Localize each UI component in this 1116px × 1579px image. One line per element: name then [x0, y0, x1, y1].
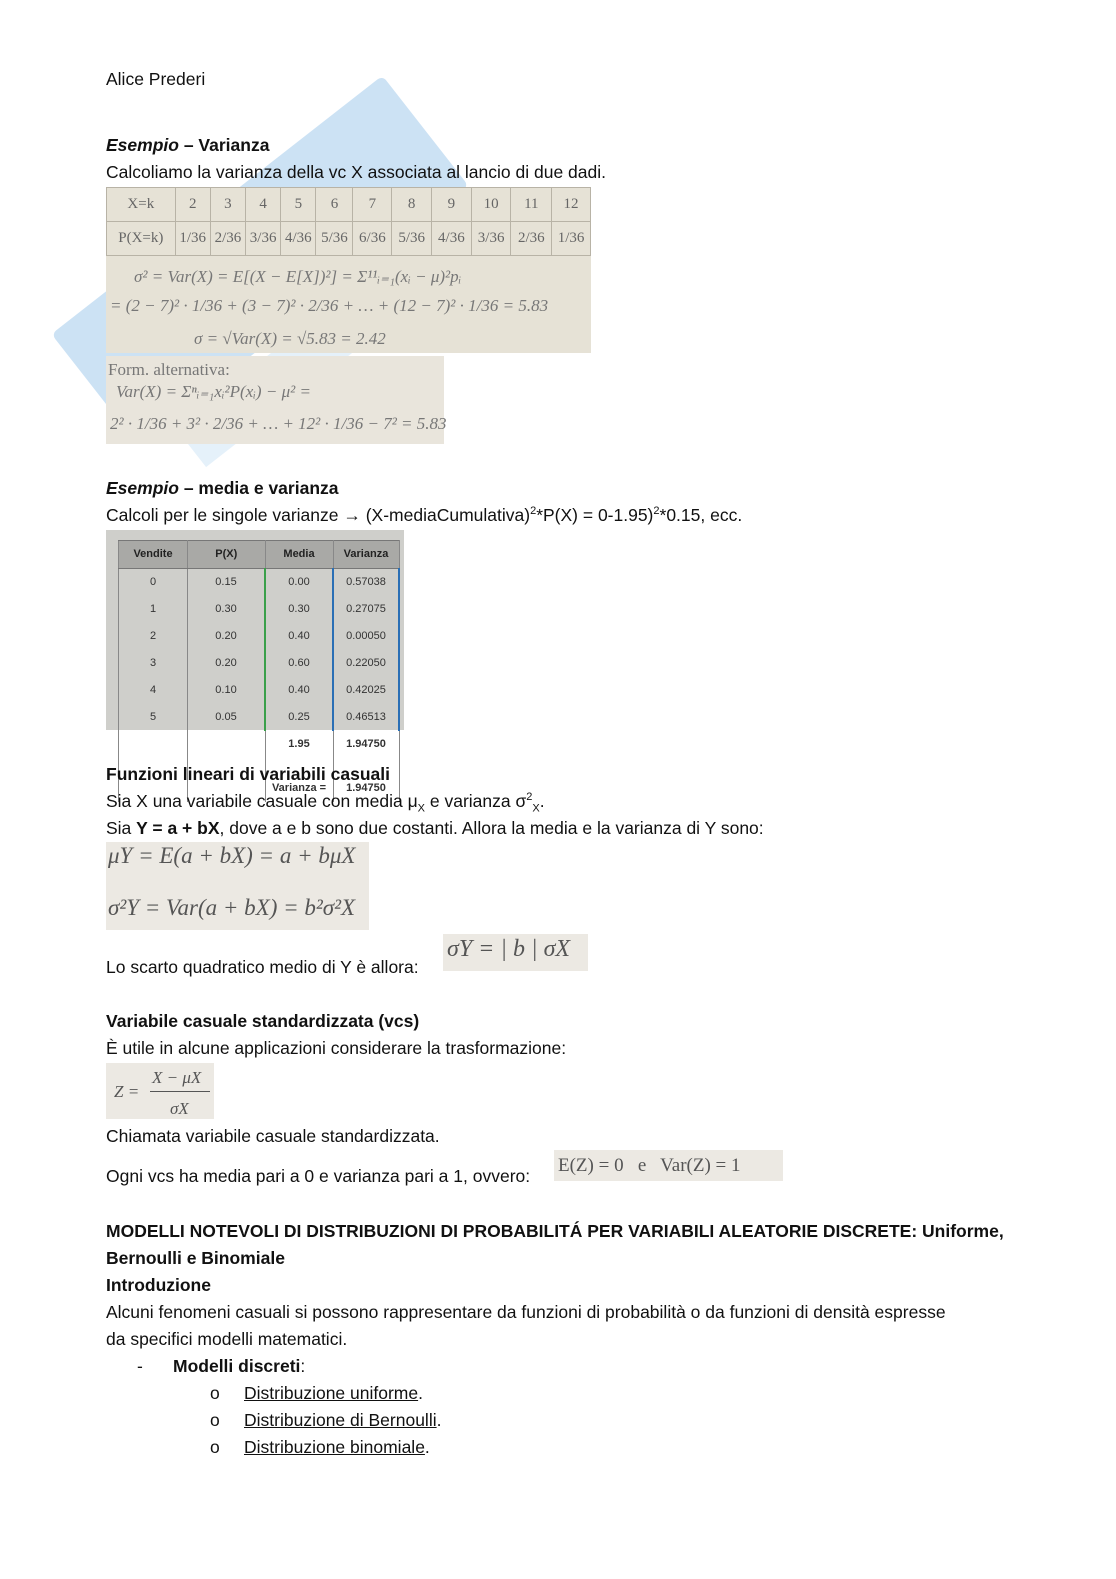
- punctuation: .: [436, 1410, 442, 1430]
- text-part: *P(X) = 0-1.95): [536, 505, 654, 525]
- z-formula-lhs: Z =: [114, 1082, 140, 1101]
- sd-text: Lo scarto quadratico medio di Y è allora:: [106, 957, 419, 977]
- sales-cell: Varianza =: [265, 775, 333, 802]
- subscript: X: [532, 802, 540, 815]
- sales-cell: 0.42025: [333, 677, 399, 704]
- sales-cell: 0.10: [188, 677, 266, 704]
- sales-cell: 0.25: [265, 704, 333, 731]
- text-part: *0.15, ecc.: [659, 505, 743, 525]
- variance-formula-2: = (2 − 7)² · 1/36 + (3 − 7)² · 2/36 + … + (12 − 7)² · 1/36 = 5.83: [110, 296, 549, 315]
- dice-header-cell: 11: [511, 188, 552, 222]
- dice-probability-cell: 1/36: [552, 222, 591, 256]
- model-link[interactable]: Distribuzione di Bernoulli: [244, 1410, 437, 1430]
- dice-probability-cell: 2/36: [210, 222, 245, 256]
- z-formula-image: [106, 1063, 214, 1119]
- sales-cell: 0.00050: [333, 623, 399, 650]
- superscript: 2: [526, 791, 533, 804]
- sales-row: [119, 650, 400, 677]
- model-link[interactable]: Distribuzione uniforme: [244, 1383, 419, 1403]
- intro-line1: Alcuni fenomeni casuali si possono rappresentare da funzioni di probabilità o da funzioni di densità espresse: [106, 1302, 946, 1322]
- dice-probability-table: [106, 187, 591, 256]
- author-name: Alice Prederi: [106, 69, 206, 89]
- variance-formula-3: σ = √Var(X) = √5.83 = 2.42: [194, 329, 386, 348]
- sales-totals-row: [119, 731, 400, 758]
- intro-line2: da specifici modelli matematici.: [106, 1329, 348, 1349]
- sales-cell: P(X): [188, 541, 266, 569]
- example-mean-variance-text: [106, 502, 742, 529]
- fraction-bar: [150, 1091, 210, 1092]
- colon: :: [300, 1356, 306, 1376]
- discrete-models-item: [173, 1353, 305, 1380]
- bold-formula: Y = a + bX: [136, 818, 220, 838]
- example-label: Esempio: [106, 478, 179, 498]
- sales-cell: 4: [119, 677, 188, 704]
- sales-cell: 0.30: [265, 596, 333, 623]
- models-title-line1: MODELLI NOTEVOLI DI DISTRIBUZIONI DI PROBABILITÁ PER VARIABILI ALEATORIE DISCRETE: Uniforme,: [106, 1221, 1004, 1241]
- superscript: 2: [530, 505, 537, 518]
- dice-probability-cell: 6/36: [353, 222, 392, 256]
- sales-cell: 0.20: [188, 623, 266, 650]
- sales-cell: 3: [119, 650, 188, 677]
- model-link[interactable]: Distribuzione binomiale: [244, 1437, 425, 1457]
- sales-cell: 0.46513: [333, 704, 399, 731]
- dice-header-cell: 6: [316, 188, 353, 222]
- dice-header-cell: 9: [432, 188, 472, 222]
- sd-formula-image: [443, 934, 588, 971]
- sales-cell: 0.30: [188, 596, 266, 623]
- sales-cell: [188, 731, 266, 758]
- punctuation: .: [418, 1383, 423, 1403]
- sales-cell: 5: [119, 704, 188, 731]
- example-label: Esempio: [106, 135, 179, 155]
- model-list-item: [244, 1407, 441, 1434]
- model-list-item: [244, 1380, 423, 1407]
- variance-formula-1: σ² = Var(X) = E[(X − E[X])²] = Σ¹¹ᵢ₌₁(xᵢ − μ)²pᵢ: [134, 267, 462, 286]
- sales-cell: 0.27075: [333, 596, 399, 623]
- dice-header-cell: 8: [392, 188, 432, 222]
- sales-cell: 0.15: [188, 569, 266, 597]
- list-dash: -: [137, 1356, 143, 1376]
- dice-header-cell: 4: [246, 188, 281, 222]
- sales-cell: 1.94750: [333, 775, 399, 802]
- linear-functions-line1: [106, 788, 545, 815]
- subscript: X: [417, 802, 425, 815]
- alternative-formula-image: [106, 356, 447, 444]
- text-part: Sia X una variabile casuale con media μ: [106, 791, 418, 811]
- sales-cell: 1.95: [265, 731, 333, 758]
- dice-probability-cell: 4/36: [432, 222, 472, 256]
- z-formula-numerator: X − μX: [152, 1068, 202, 1087]
- sales-row: [119, 596, 400, 623]
- linear-formulas-image: [106, 842, 369, 930]
- dice-header-cell: 2: [175, 188, 210, 222]
- sales-cell: 0: [119, 569, 188, 597]
- discrete-models-label: Modelli discreti: [173, 1356, 301, 1376]
- sales-cell: Media: [265, 541, 333, 569]
- bullet-marker: o: [210, 1410, 220, 1430]
- sales-cell: 0.57038: [333, 569, 399, 597]
- ez-formula-image: [554, 1150, 783, 1181]
- standardized-title: Variabile casuale standardizzata (vcs): [106, 1011, 420, 1031]
- dice-probability-cell: 5/36: [392, 222, 432, 256]
- alternative-formula-2: 2² · 1/36 + 3² · 2/36 + … + 12² · 1/36 − 7² = 5.83: [110, 414, 447, 433]
- variance-formula: σ²Y = Var(a + bX) = b²σ²X: [108, 895, 356, 920]
- linear-functions-line2: [106, 815, 764, 842]
- alternative-formula-1: Var(X) = Σⁿᵢ₌₁xᵢ²P(xᵢ) − μ² =: [116, 382, 311, 401]
- punctuation: .: [424, 1437, 430, 1457]
- model-list-item: [244, 1434, 430, 1461]
- sales-cell: 0.00: [265, 569, 333, 597]
- sales-cell: 2: [119, 623, 188, 650]
- example-topic: – media e varianza: [178, 478, 339, 498]
- sales-cell: 0.20: [188, 650, 266, 677]
- dice-probability-cell: 3/36: [246, 222, 281, 256]
- dice-header-cell: X=k: [107, 188, 176, 222]
- z-formula-denominator: σX: [170, 1099, 189, 1118]
- bullet-marker: o: [210, 1383, 220, 1403]
- sales-header-row: [119, 541, 400, 569]
- mean-formula: μY = E(a + bX) = a + bμX: [108, 843, 356, 868]
- dice-header-cell: 5: [281, 188, 316, 222]
- standardized-text3: Ogni vcs ha media pari a 0 e varianza pari a 1, ovvero:: [106, 1166, 531, 1186]
- text-part: , dove a e b sono due costanti. Allora la media e la varianza di Y sono:: [219, 818, 764, 838]
- models-title-line2: Bernoulli e Binomiale: [106, 1248, 285, 1268]
- dice-header-cell: 7: [353, 188, 392, 222]
- sales-row: [119, 677, 400, 704]
- example-topic: – Varianza: [178, 135, 270, 155]
- sales-row: [119, 704, 400, 731]
- sales-cell: 0.40: [265, 677, 333, 704]
- dice-header-cell: 3: [210, 188, 245, 222]
- sales-cell: Varianza: [333, 541, 399, 569]
- dice-probability-cell: 5/36: [316, 222, 353, 256]
- dice-probability-cell: 2/36: [511, 222, 552, 256]
- sales-cell: 1.94750: [333, 731, 399, 758]
- alternative-formula-label: Form. alternativa:: [108, 360, 230, 379]
- intro-title: Introduzione: [106, 1275, 211, 1295]
- sales-cell: 0.40: [265, 623, 333, 650]
- sales-cell: 0.22050: [333, 650, 399, 677]
- dice-header-cell: 12: [552, 188, 591, 222]
- text-part: e varianza σ: [425, 791, 527, 811]
- sd-formula: σY = | b | σX: [447, 936, 571, 962]
- example-mean-variance-title: [106, 475, 339, 502]
- dice-variance-image: [106, 187, 591, 353]
- sales-row: [119, 569, 400, 597]
- superscript: 2: [653, 505, 660, 518]
- text-part: Sia: [106, 818, 137, 838]
- sales-cell: 0.05: [188, 704, 266, 731]
- text-part: Calcoli per le singole varianze → (X-mediaCumulativa): [106, 505, 531, 525]
- sales-cell: 0.60: [265, 650, 333, 677]
- dice-probability-cell: 3/36: [471, 222, 511, 256]
- dice-probability-cell: P(X=k): [107, 222, 176, 256]
- example-variance-title: [106, 132, 269, 159]
- example-variance-text: Calcoliamo la varianza della vc X associata al lancio di due dadi.: [106, 162, 606, 182]
- bullet-marker: o: [210, 1437, 220, 1457]
- standardized-text1: È utile in alcune applicazioni considerare la trasformazione:: [106, 1038, 567, 1058]
- sales-row: [119, 623, 400, 650]
- sales-cell: [119, 731, 188, 758]
- text-part: .: [539, 791, 545, 811]
- dice-probability-cell: 4/36: [281, 222, 316, 256]
- standardized-text2: Chiamata variabile casuale standardizzata.: [106, 1126, 440, 1146]
- sales-cell: Vendite: [119, 541, 188, 569]
- dice-probability-cell: 1/36: [175, 222, 210, 256]
- ez-formula: E(Z) = 0 e Var(Z) = 1: [558, 1155, 741, 1176]
- linear-functions-title: Funzioni lineari di variabili casuali: [106, 764, 390, 784]
- dice-header-cell: 10: [471, 188, 511, 222]
- sales-cell: 1: [119, 596, 188, 623]
